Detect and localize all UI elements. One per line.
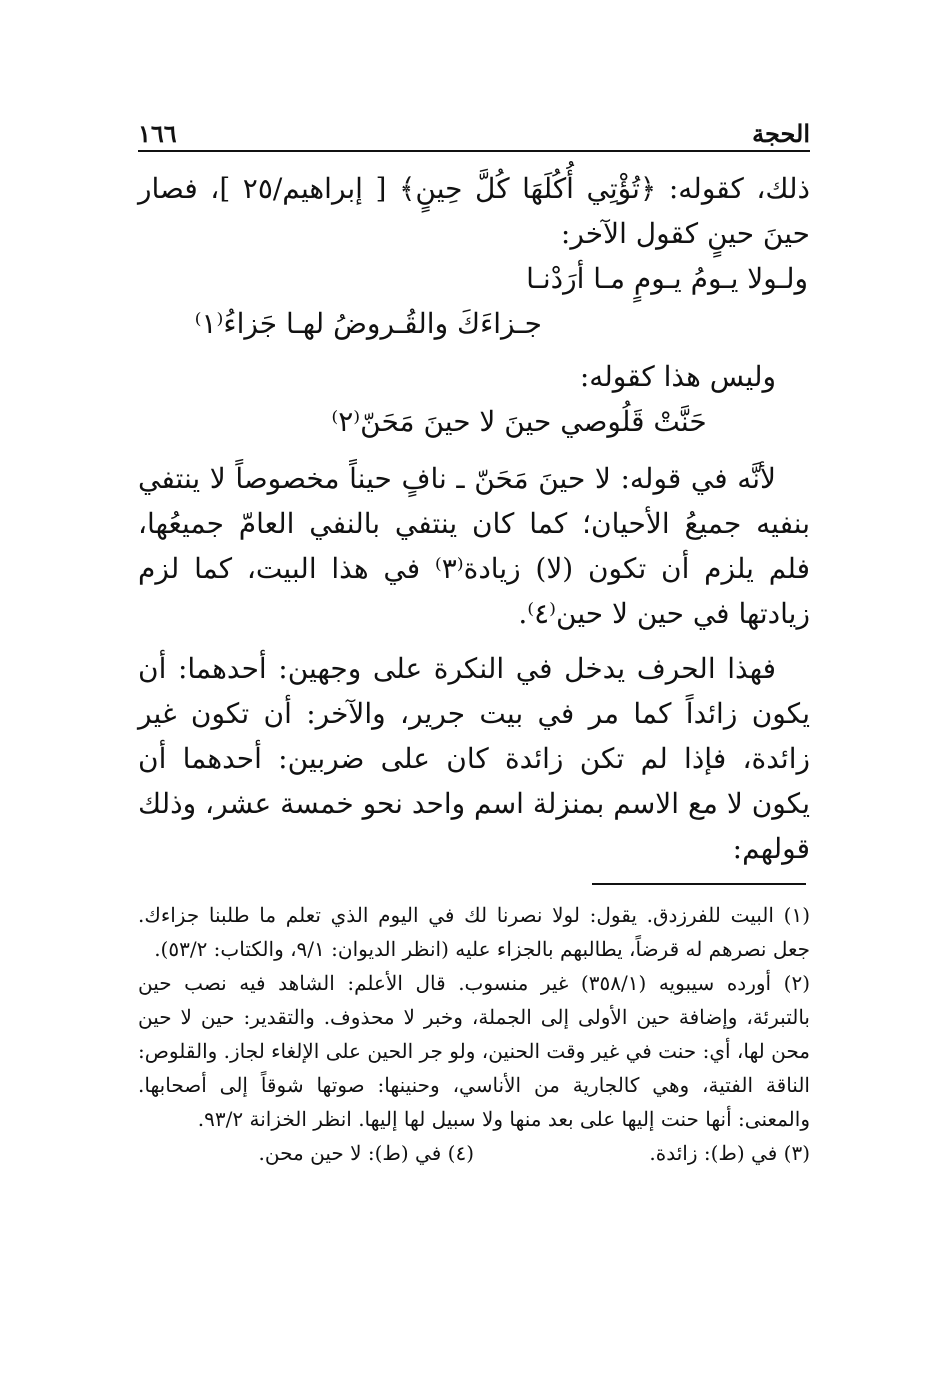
footnotes — [138, 898, 810, 1170]
page-number: ١٦٦ — [138, 119, 177, 148]
footnote-3: (٣) في (ط): زائدة. — [649, 1141, 810, 1165]
footnote-2: (٢) أورده سيبويه (٣٥٨/١) غير منسوب. قال الأعلم: الشاهد فيه نصب حين بالتبرئة، وإضافة حين الأولى إلى الجملة، وخبر لا محذوف. والتقدير: حين لا حين محن لها، أي: حنت في غير وقت الحنين، ولو جر الحين على الإلغاء لجاز. والقلوص: الناقة الفتية، وهي كالجارية من الأناسي، وحنينها: صوتها شوقاً إلى أصحابها. والمعنى: أنها حنت إليها على بعد منها ولا سبيل لها إليها. انظر الخزانة ٩٣/٢. — [138, 971, 811, 1131]
spacer — [138, 444, 810, 456]
page-header — [138, 108, 810, 148]
spacer — [138, 346, 810, 354]
paragraph-1: ذلك، كقوله: ﴿تُؤْتِي أُكُلَهَا كُلَّ حِينٍ﴾ [ إبراهيم/٢٥ ]، فصار حينَ حينٍ كقول الآخر: — [138, 172, 810, 250]
paragraph-2: وليس هذا كقوله: — [579, 360, 776, 393]
verse-2: حَنَّتْ قَلُوصي حينَ لا حينَ مَحَنّ⁽٢⁾ — [331, 405, 707, 438]
verse-1-line-2: جـزاءَكَ والقُـروضُ لهـا جَزاءُ⁽١⁾ — [194, 307, 542, 340]
paragraph-3: لأنَّه في قوله: لا حينَ مَحَنّ ـ نافٍ حيناً مخصوصاً لا ينتفي بنفيه جميعُ الأحيان؛ كما كان ينتفي بالنفي العامّ جميعُها، فلم يلزم أن تكون (لا) زيادة⁽٣⁾ في هذا البيت، كما لزم زيادتها في حين لا حين⁽٤⁾. — [138, 462, 810, 630]
running-title: الحجة — [752, 119, 810, 148]
footnote-rule — [592, 883, 806, 885]
paragraph-4: فهذا الحرف يدخل في النكرة على وجهين: أحدهما: أن يكون زائداً كما مر في بيت جرير، والآخر: أن تكون غير زائدة، فإذا لم تكن زائدة كان على ضربين: أحدهما أن يكون لا مع الاسم بمنزلة اسم واحد نحو خمسة عشر، وذلك قولهم: — [138, 652, 810, 865]
footnote-4: (٤) في (ط): لا حين محن. — [258, 1141, 474, 1165]
header-rule — [138, 150, 810, 152]
footnote-1: (١) البيت للفرزدق. يقول: لولا نصرنا لك في اليوم الذي تعلم ما طلبنا جزاءك. جعل نصرهم له قرضاً، يطالبهم بالجزاء عليه (انظر الديوان: ٩/١، والكتاب: ٥٣/٢). — [138, 903, 810, 961]
footnote-row — [138, 1136, 810, 1170]
main-text — [138, 166, 810, 871]
verse-1-line-1: ولـولا يـومُ يـومٍ مـا أرَدْنـا — [526, 262, 808, 295]
